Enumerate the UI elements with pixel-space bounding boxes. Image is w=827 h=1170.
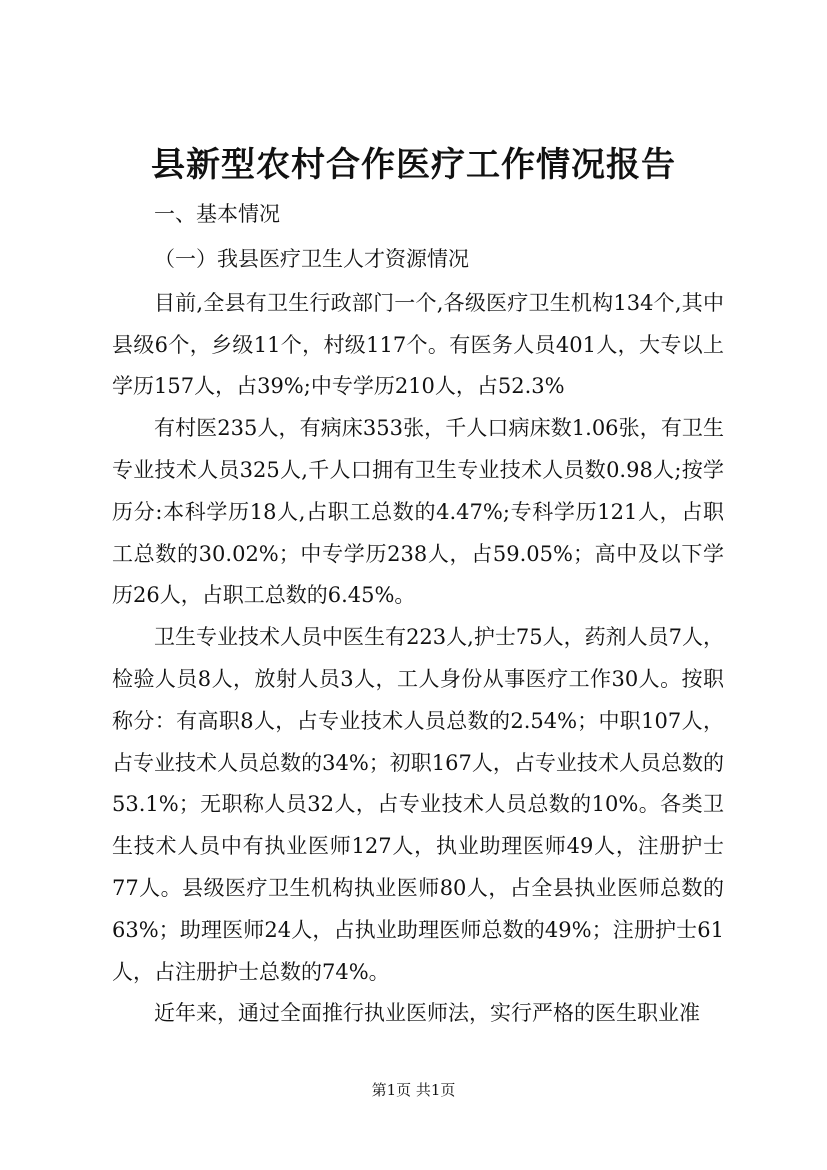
document-title: 县新型农村合作医疗工作情况报告 [151, 145, 676, 185]
document-body [112, 194, 724, 1035]
section-heading: 一、基本情况 [154, 202, 280, 226]
page-footer: 第1页 共1页 [371, 1081, 456, 1099]
paragraph: 有村医235人，有病床353张，千人口病床数1.06张，有卫生专业技术人员325人,千人口拥有卫生专业技术人员数0.98人;按学历分:本科学历18人,占职工总数的4.47%;专科学历121人，占职工总数的30.02%；中专学历238人，占59.05%；高中及以下学历26人，占职工总数的6.45%。 [112, 416, 724, 608]
paragraph: 卫生专业技术人员中医生有223人,护士75人，药剂人员7人，检验人员8人，放射人员3人，工人身份从事医疗工作30人。按职称分：有高职8人，占专业技术人员总数的2.54%；中职107人，占专业技术人员总数的34%；初职167人，占专业技术人员总数的53.1%；无职称人员32人，占专业技术人员总数的10%。各类卫生技术人员中有执业医师127人，执业助理医师49人，注册护士77人。县级医疗卫生机构执业医师80人，占全县执业医师总数的63%；助理医师24人，占执业助理医师总数的49%；注册护士61人，占注册护士总数的74%。 [112, 625, 724, 984]
paragraph: 目前,全县有卫生行政部门一个,各级医疗卫生机构134个,其中县级6个，乡级11个，村级117个。有医务人员401人，大专以上学历157人，占39%;中专学历210人，占52.3% [112, 290, 724, 399]
subsection-heading: （一）我县医疗卫生人才资源情况 [154, 246, 469, 271]
paragraph: 近年来，通过全面推行执业医师法，实行严格的医生职业准 [154, 1001, 700, 1026]
